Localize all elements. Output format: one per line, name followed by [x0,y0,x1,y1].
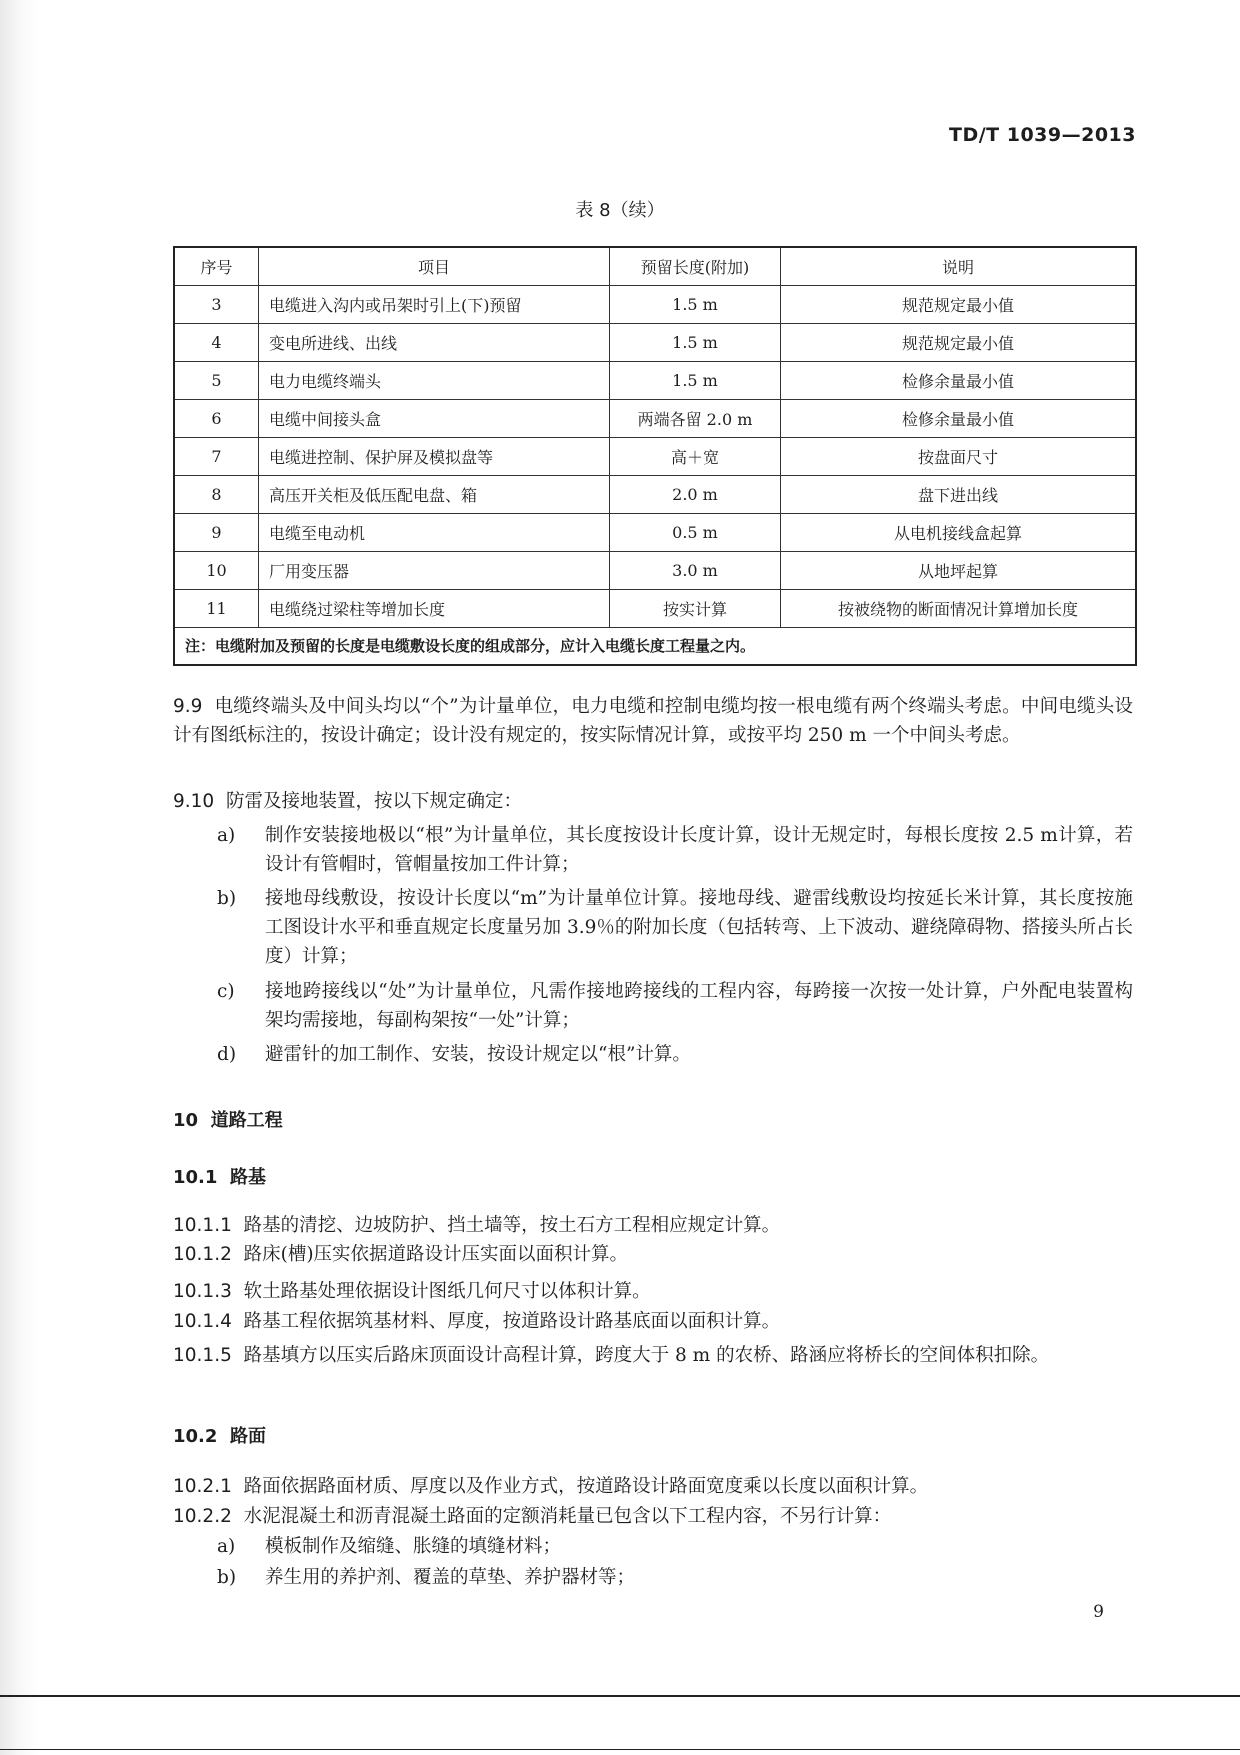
clause-text: 路床(槽)压实依据道路设计压实面以面积计算。 [243,1244,629,1265]
note-text: 电缆附加及预留的长度是电缆敷设长度的组成部分，应计入电缆长度工程量之内。 [215,637,756,656]
row-item: 变电所进线、出线 [259,323,610,361]
table-header-row [174,247,1136,285]
clause-10-1-1 [173,1211,1133,1240]
row-no: 10 [174,551,259,589]
table-row [174,399,1136,437]
table-title: 表 8（续） [575,200,665,221]
clause-9-10 [173,787,1133,816]
table-row [174,589,1136,627]
list-item [217,884,1133,971]
row-length: 1.5 m [610,285,781,323]
row-length: 1.5 m [610,323,781,361]
section-number: 10.2 [173,1426,218,1447]
row-item: 电缆进入沟内或吊架时引上(下)预留 [259,285,610,323]
row-item: 电缆绕过梁柱等增加长度 [259,589,610,627]
row-description: 从地坪起算 [781,551,1137,589]
table-note-row [174,627,1136,665]
list-item [217,1040,1133,1069]
clause-10-1-2 [173,1240,1133,1269]
clause-10-2-2 [173,1502,1133,1531]
clause-number: 9.9 [173,696,203,717]
clause-number: 10.1.5 [173,1345,232,1366]
clause-text: 路基工程依据筑基材料、厚度，按道路设计路基底面以面积计算。 [243,1311,781,1332]
row-item: 电缆中间接头盒 [259,399,610,437]
clause-10-1-5 [173,1341,1133,1370]
row-no: 7 [174,437,259,475]
list-item [217,1532,1133,1561]
section-10-heading [173,1106,1133,1135]
cable-reserve-length-table [173,246,1137,666]
section-title: 路面 [229,1426,266,1447]
row-description: 检修余量最小值 [781,361,1137,399]
clause-number: 10.1.4 [173,1311,232,1332]
table-row [174,323,1136,361]
column-header-item: 项目 [259,247,610,285]
table-row [174,361,1136,399]
list-item [217,977,1133,1035]
clause-10-2-1 [173,1472,1133,1501]
row-item: 厂用变压器 [259,551,610,589]
list-text: 接地跨接线以“处”为计量单位，凡需作接地跨接线的工程内容，每跨接一次按一处计算，户外配电装置构架均需接地，每副构架按“一处”计算； [265,981,1133,1031]
bottom-divider [0,1695,1240,1697]
table-note [174,627,1136,665]
list-item [217,821,1133,879]
row-no: 3 [174,285,259,323]
list-text: 制作安装接地极以“根”为计量单位，其长度按设计长度计算，设计无规定时，每根长度按 2.5 m计算，若设计有管帽时，管帽量按加工件计算； [265,825,1133,875]
list-label: c) [217,981,235,1002]
table-row [174,285,1136,323]
row-no: 8 [174,475,259,513]
clause-number: 10.1.2 [173,1244,232,1265]
clause-number: 10.2.2 [173,1506,232,1527]
row-length: 3.0 m [610,551,781,589]
list-label: a) [217,1536,236,1557]
clause-10-1-3 [173,1277,1133,1306]
column-header-description: 说明 [781,247,1137,285]
row-length: 高＋宽 [610,437,781,475]
row-no: 6 [174,399,259,437]
list-text: 避雷针的加工制作、安装，按设计规定以“根”计算。 [265,1044,691,1065]
table-row [174,513,1136,551]
row-description: 从电机接线盒起算 [781,513,1137,551]
column-header-length: 预留长度(附加) [610,247,781,285]
row-description: 按被绕物的断面情况计算增加长度 [781,589,1137,627]
note-label: 注： [185,637,216,656]
table-row [174,551,1136,589]
row-item: 电缆进控制、保护屏及模拟盘等 [259,437,610,475]
row-length: 两端各留 2.0 m [610,399,781,437]
row-description: 按盘面尺寸 [781,437,1137,475]
list-label: b) [217,888,237,909]
row-length: 0.5 m [610,513,781,551]
column-header-no: 序号 [174,247,259,285]
clause-number: 10.1.1 [173,1215,232,1236]
clause-text: 电缆终端头及中间头均以“个”为计量单位，电力电缆和控制电缆均按一根电缆有两个终端头考虑。中间电缆头设计有图纸标注的，按设计确定；设计没有规定的，按实际情况计算，或按平均 250 m 一个中间头考虑。 [173,696,1134,746]
clause-text: 防雷及接地装置，按以下规定确定： [225,791,522,812]
section-number: 10.1 [173,1167,218,1188]
table-row [174,437,1136,475]
standard-code: TD/T 1039—2013 [948,124,1136,146]
row-item: 电力电缆终端头 [259,361,610,399]
clause-9-9 [173,692,1133,750]
row-no: 9 [174,513,259,551]
list-text: 养生用的养护剂、覆盖的草垫、养护器材等； [265,1567,636,1588]
clause-text: 路基填方以压实后路床顶面设计高程计算，跨度大于 8 m 的农桥、路涵应将桥长的空间体积扣除。 [243,1345,1050,1366]
section-10-1-heading [173,1163,1133,1192]
list-label: d) [217,1044,237,1065]
clause-number: 10.1.3 [173,1281,232,1302]
section-title: 路基 [229,1167,266,1188]
clause-number: 9.10 [173,791,215,812]
list-label: b) [217,1567,237,1588]
row-description: 检修余量最小值 [781,399,1137,437]
row-item: 电缆至电动机 [259,513,610,551]
clause-text: 软土路基处理依据设计图纸几何尺寸以体积计算。 [243,1281,651,1302]
list-label: a) [217,825,236,846]
section-number: 10 [173,1110,199,1131]
table-row [174,475,1136,513]
list-text: 模板制作及缩缝、胀缝的填缝材料； [265,1536,562,1557]
row-description: 盘下进出线 [781,475,1137,513]
clause-10-1-4 [173,1307,1133,1336]
clause-text: 路基的清挖、边坡防护、挡土墙等，按土石方工程相应规定计算。 [243,1215,781,1236]
list-item [217,1563,1133,1592]
row-length: 1.5 m [610,361,781,399]
clause-text: 水泥混凝土和沥青混凝土路面的定额消耗量已包含以下工程内容，不另行计算： [243,1506,892,1527]
row-length: 2.0 m [610,475,781,513]
row-no: 11 [174,589,259,627]
row-description: 规范规定最小值 [781,285,1137,323]
row-no: 5 [174,361,259,399]
row-length: 按实计算 [610,589,781,627]
clause-text: 路面依据路面材质、厚度以及作业方式，按道路设计路面宽度乘以长度以面积计算。 [243,1476,929,1497]
page-number: 9 [1093,1602,1104,1622]
bottom-edge-line [0,1749,1240,1750]
row-description: 规范规定最小值 [781,323,1137,361]
row-item: 高压开关柜及低压配电盘、箱 [259,475,610,513]
list-text: 接地母线敷设，按设计长度以“m”为计量单位计算。接地母线、避雷线敷设均按延长米计算，其长度按施工图设计水平和垂直规定长度量另加 3.9％的附加长度（包括转弯、上下波动、避绕障碍物、搭接头所占长度）计算； [265,888,1133,967]
section-10-2-heading [173,1422,1133,1451]
clause-number: 10.2.1 [173,1476,232,1497]
row-no: 4 [174,323,259,361]
section-title: 道路工程 [210,1110,283,1131]
